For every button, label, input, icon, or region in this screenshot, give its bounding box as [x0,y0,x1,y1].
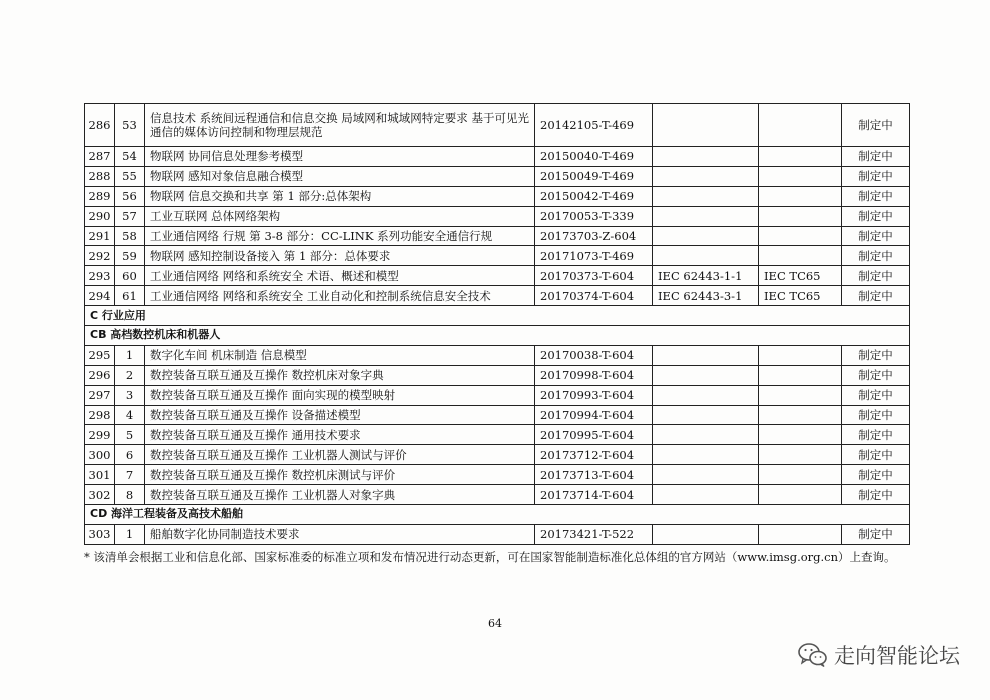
table-row [85,405,910,425]
row-subnumber-cell: 54 [115,147,145,167]
international-org-cell [759,365,842,385]
plan-number-cell: 20170038-T-604 [535,345,653,365]
status-cell: 制定中 [842,524,910,544]
international-org-cell [759,345,842,365]
table-row [85,186,910,206]
row-subnumber-cell: 56 [115,186,145,206]
plan-number-cell: 20150049-T-469 [535,166,653,186]
international-org-cell [759,405,842,425]
row-number-cell: 296 [85,365,115,385]
row-number-cell: 298 [85,405,115,425]
plan-number-cell: 20142105-T-469 [535,104,653,147]
standard-name-cell: 物联网 感知对象信息融合模型 [145,166,535,186]
international-standard-cell: IEC 62443-3-1 [653,286,759,306]
international-org-cell [759,186,842,206]
section-header-cd-label: CD 海洋工程装备及高技术船舶 [85,505,910,525]
wechat-icon [798,642,828,668]
row-subnumber-cell: 5 [115,425,145,445]
table-row [85,266,910,286]
plan-number-cell: 20173714-T-604 [535,485,653,505]
row-subnumber-cell: 1 [115,524,145,544]
international-standard-cell [653,465,759,485]
status-cell: 制定中 [842,226,910,246]
row-number-cell: 293 [85,266,115,286]
plan-number-cell: 20150042-T-469 [535,186,653,206]
row-subnumber-cell: 61 [115,286,145,306]
international-org-cell [759,385,842,405]
row-number-cell: 300 [85,445,115,465]
section-header-cb [85,326,910,346]
row-number-cell: 286 [85,104,115,147]
international-org-cell [759,524,842,544]
international-standard-cell [653,345,759,365]
page-number: 64 [488,617,502,630]
row-subnumber-cell: 58 [115,226,145,246]
status-cell: 制定中 [842,104,910,147]
international-standard-cell [653,246,759,266]
status-cell: 制定中 [842,385,910,405]
row-subnumber-cell: 3 [115,385,145,405]
row-number-cell: 301 [85,465,115,485]
standard-name-cell: 信息技术 系统间远程通信和信息交换 局域网和城域网特定要求 基于可见光通信的媒体访问控制和物理层规范 [145,104,535,147]
status-cell: 制定中 [842,485,910,505]
table-row [85,445,910,465]
standard-name-cell: 数控装备互联互通及互操作 通用技术要求 [145,425,535,445]
row-number-cell: 294 [85,286,115,306]
standard-name-cell: 数控装备互联互通及互操作 数控机床对象字典 [145,365,535,385]
international-org-cell [759,226,842,246]
standard-name-cell: 工业通信网络 行规 第 3-8 部分：CC-LINK 系列功能安全通信行规 [145,226,535,246]
international-standard-cell [653,226,759,246]
plan-number-cell: 20150040-T-469 [535,147,653,167]
table-row [85,345,910,365]
table-row [85,166,910,186]
standard-name-cell: 数控装备互联互通及互操作 数控机床测试与评价 [145,465,535,485]
table-row [85,385,910,405]
standard-name-cell: 数控装备互联互通及互操作 设备描述模型 [145,405,535,425]
international-standard-cell [653,405,759,425]
row-subnumber-cell: 2 [115,365,145,385]
international-standard-cell [653,445,759,465]
international-org-cell [759,206,842,226]
status-cell: 制定中 [842,425,910,445]
row-number-cell: 290 [85,206,115,226]
plan-number-cell: 20170998-T-604 [535,365,653,385]
status-cell: 制定中 [842,445,910,465]
international-standard-cell: IEC 62443-1-1 [653,266,759,286]
plan-number-cell: 20173712-T-604 [535,445,653,465]
standard-name-cell: 物联网 协同信息处理参考模型 [145,147,535,167]
international-standard-cell [653,485,759,505]
watermark-text: 走向智能论坛 [834,644,960,668]
plan-number-cell: 20170374-T-604 [535,286,653,306]
international-standard-cell [653,365,759,385]
row-number-cell: 289 [85,186,115,206]
plan-number-cell: 20170373-T-604 [535,266,653,286]
standard-name-cell: 数控装备互联互通及互操作 面向实现的模型映射 [145,385,535,405]
row-subnumber-cell: 4 [115,405,145,425]
international-standard-cell [653,524,759,544]
status-cell: 制定中 [842,206,910,226]
table-row [85,286,910,306]
international-org-cell [759,425,842,445]
status-cell: 制定中 [842,147,910,167]
row-number-cell: 287 [85,147,115,167]
footnote: * 该清单会根据工业和信息化部、国家标准委的标准立项和发布情况进行动态更新，可在国家智能制造标准化总体组的官方网站（www.imsg.org.cn）上查询。 [84,550,896,564]
status-cell: 制定中 [842,266,910,286]
international-org-cell [759,465,842,485]
status-cell: 制定中 [842,365,910,385]
status-cell: 制定中 [842,166,910,186]
plan-number-cell: 20170994-T-604 [535,405,653,425]
row-number-cell: 303 [85,524,115,544]
row-subnumber-cell: 6 [115,445,145,465]
section-header-cb-label: CB 高档数控机床和机器人 [85,326,910,346]
row-subnumber-cell: 1 [115,345,145,365]
status-cell: 制定中 [842,345,910,365]
standards-table [84,103,910,545]
international-org-cell: IEC TC65 [759,266,842,286]
international-org-cell [759,166,842,186]
international-standard-cell [653,104,759,147]
international-standard-cell [653,186,759,206]
section-header-cd [85,505,910,525]
status-cell: 制定中 [842,186,910,206]
row-subnumber-cell: 55 [115,166,145,186]
plan-number-cell: 20173703-Z-604 [535,226,653,246]
standard-name-cell: 船舶数字化协同制造技术要求 [145,524,535,544]
standard-name-cell: 数字化车间 机床制造 信息模型 [145,345,535,365]
row-number-cell: 297 [85,385,115,405]
international-org-cell [759,104,842,147]
section-header-c-label: C 行业应用 [85,306,910,326]
international-org-cell [759,147,842,167]
international-org-cell: IEC TC65 [759,286,842,306]
table-row [85,365,910,385]
plan-number-cell: 20173421-T-522 [535,524,653,544]
international-org-cell [759,246,842,266]
standard-name-cell: 工业通信网络 网络和系统安全 工业自动化和控制系统信息安全技术 [145,286,535,306]
row-subnumber-cell: 57 [115,206,145,226]
row-number-cell: 299 [85,425,115,445]
section-header-c [85,306,910,326]
row-subnumber-cell: 7 [115,465,145,485]
standard-name-cell: 数控装备互联互通及互操作 工业机器人对象字典 [145,485,535,505]
plan-number-cell: 20170993-T-604 [535,385,653,405]
row-number-cell: 292 [85,246,115,266]
table-row [85,246,910,266]
international-standard-cell [653,385,759,405]
international-standard-cell [653,166,759,186]
row-number-cell: 288 [85,166,115,186]
international-org-cell [759,445,842,465]
standard-name-cell: 物联网 信息交换和共享 第 1 部分:总体架构 [145,186,535,206]
international-standard-cell [653,147,759,167]
row-subnumber-cell: 53 [115,104,145,147]
table-row [85,226,910,246]
status-cell: 制定中 [842,286,910,306]
row-subnumber-cell: 59 [115,246,145,266]
international-standard-cell [653,425,759,445]
international-org-cell [759,485,842,505]
table-row [85,524,910,544]
table-row [85,485,910,505]
row-number-cell: 295 [85,345,115,365]
status-cell: 制定中 [842,465,910,485]
international-standard-cell [653,206,759,226]
table-row [85,425,910,445]
row-subnumber-cell: 8 [115,485,145,505]
table-row [85,147,910,167]
table-row [85,104,910,147]
watermark [798,640,960,670]
table-row [85,465,910,485]
status-cell: 制定中 [842,246,910,266]
row-number-cell: 291 [85,226,115,246]
plan-number-cell: 20173713-T-604 [535,465,653,485]
standard-name-cell: 工业通信网络 网络和系统安全 术语、概述和模型 [145,266,535,286]
standard-name-cell: 数控装备互联互通及互操作 工业机器人测试与评价 [145,445,535,465]
status-cell: 制定中 [842,405,910,425]
table-row [85,206,910,226]
standard-name-cell: 物联网 感知控制设备接入 第 1 部分：总体要求 [145,246,535,266]
plan-number-cell: 20171073-T-469 [535,246,653,266]
standard-name-cell: 工业互联网 总体网络架构 [145,206,535,226]
row-number-cell: 302 [85,485,115,505]
row-subnumber-cell: 60 [115,266,145,286]
standards-table-container [84,103,909,545]
plan-number-cell: 20170995-T-604 [535,425,653,445]
plan-number-cell: 20170053-T-339 [535,206,653,226]
